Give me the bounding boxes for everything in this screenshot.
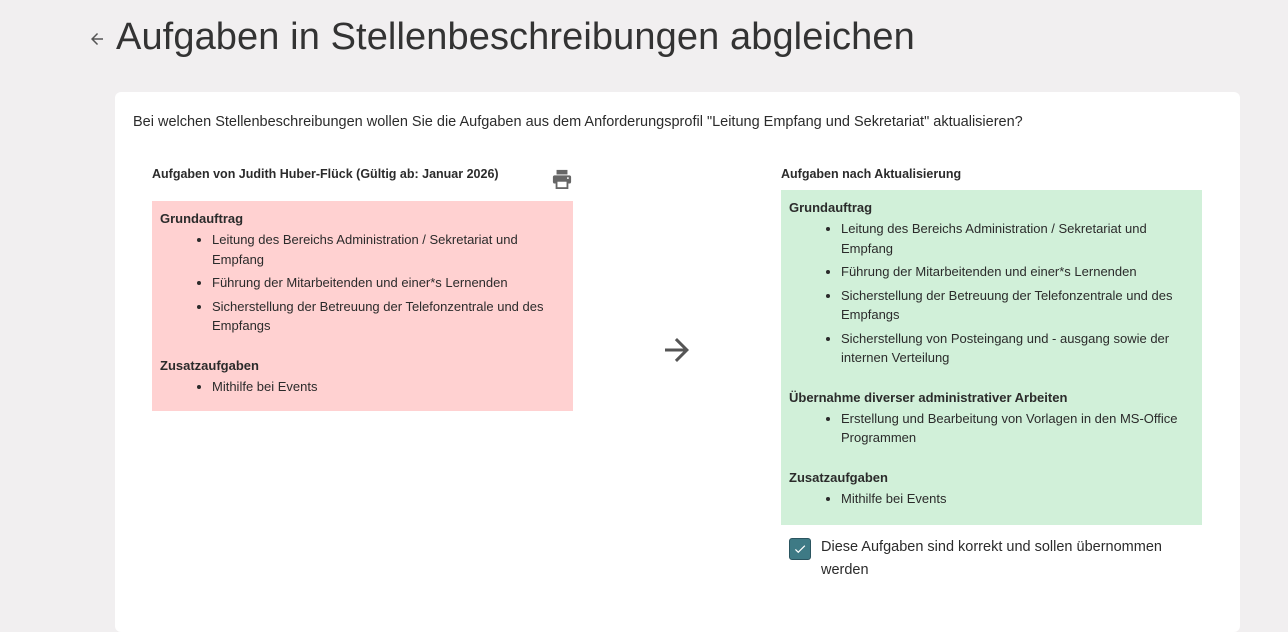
task-item: • Leitung des Bereichs Administration / Sekretariat und Empfang [841, 219, 1194, 258]
task-section [160, 211, 565, 336]
task-item: • Mithilfe bei Events [212, 377, 565, 397]
page-title: Aufgaben in Stellenbeschreibungen abgleichen [116, 15, 915, 58]
confirm-row [789, 538, 1209, 582]
confirm-checkbox[interactable] [789, 538, 811, 560]
task-list [160, 230, 565, 336]
back-button[interactable] [86, 28, 108, 50]
task-section [789, 470, 1194, 509]
task-item: • Mithilfe bei Events [841, 489, 1194, 509]
compare-card [115, 92, 1240, 632]
section-title: Grundauftrag [160, 211, 244, 226]
arrow-right-icon [659, 332, 695, 368]
task-item: • Erstellung und Bearbeitung von Vorlagen in den MS-Office Programmen [841, 409, 1194, 448]
task-list [789, 219, 1194, 368]
page-header [86, 12, 915, 62]
confirm-label: Diese Aufgaben sind korrekt und sollen übernommen werden [821, 539, 1162, 578]
task-list [789, 489, 1194, 509]
task-section [160, 358, 565, 397]
task-item: • Leitung des Bereichs Administration / Sekretariat und Empfang [212, 230, 565, 269]
task-section [789, 200, 1194, 368]
task-item: • Sicherstellung der Betreuung der Telefonzentrale und des Empfangs [841, 286, 1194, 325]
task-item: • Sicherstellung von Posteingang und - ausgang sowie der internen Verteilung [841, 329, 1194, 368]
task-section [789, 390, 1194, 448]
task-list [160, 377, 565, 397]
section-title: Grundauftrag [789, 200, 873, 215]
print-button[interactable] [551, 169, 573, 189]
task-list [789, 409, 1194, 448]
task-item: • Führung der Mitarbeitenden und einer*s Lernenden [841, 262, 1194, 282]
check-icon [793, 542, 807, 556]
current-tasks-box [152, 201, 573, 411]
arrow-left-icon [88, 30, 106, 48]
updated-tasks-label: Aufgaben nach Aktualisierung [781, 167, 962, 181]
task-item: • Führung der Mitarbeitenden und einer*s Lernenden [212, 273, 565, 293]
current-tasks-label: Aufgaben von Judith Huber-Flück (Gültig ab: Januar 2026) [152, 167, 499, 181]
printer-icon [551, 169, 573, 189]
section-title: Übernahme diverser administrativer Arbeiten [789, 389, 1068, 405]
section-title: Zusatzaufgaben [789, 469, 888, 485]
task-item: • Sicherstellung der Betreuung der Telefonzentrale und des Empfangs [212, 297, 565, 336]
question-text: Bei welchen Stellenbeschreibungen wollen Sie die Aufgaben aus dem Anforderungsprofil "Leitung Empfang und Sekretariat" aktualisieren? [133, 114, 1023, 130]
section-title: Zusatzaufgaben [160, 357, 259, 373]
updated-tasks-box [781, 190, 1202, 525]
